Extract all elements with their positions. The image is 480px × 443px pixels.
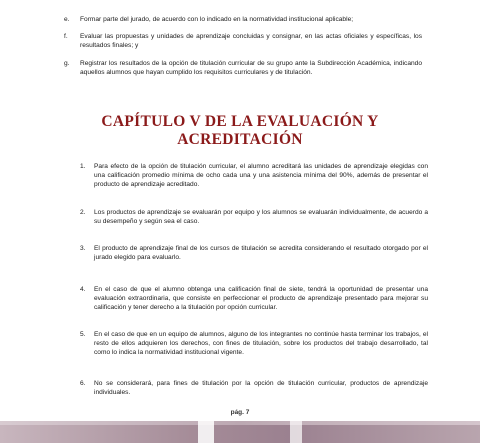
- list-marker: 2.: [80, 209, 86, 216]
- numbered-item-5: [80, 330, 428, 357]
- list-item-text: Registrar los resultados de la opción de titulación curricular de su grupo ante la Subdirección Académica, indicando aquellos alumnos que hayan cumplido los requisitos curriculares y de titulación.: [80, 60, 422, 76]
- list-marker: 4.: [80, 286, 86, 293]
- chapter-title: [60, 113, 420, 149]
- footer-band-notch: [198, 421, 214, 443]
- list-marker: 6.: [80, 380, 86, 387]
- list-item-text: En el caso de que el alumno obtenga una calificación final de siete, tendrá la oportunidad de presentar una evaluación extraordinaria, que consiste en perfeccionar el producto de aprendizaje presentado para mejorar su calificación y tener derecho a la titulación por opción curricular.: [94, 286, 428, 311]
- list-marker: 1.: [80, 163, 86, 170]
- numbered-item-1: [80, 162, 428, 189]
- numbered-item-6: [80, 379, 428, 397]
- list-item-text: Para efecto de la opción de titulación curricular, el alumno acreditará las unidades de aprendizaje elegidas con una calificación promedio mínima de ocho cada una y una asistencia mínima del 90%, además de presentar el producto de aprendizaje acreditado.: [94, 163, 428, 188]
- chapter-title-line1: CAPÍTULO V DE LA EVALUACIÓN Y: [101, 113, 379, 130]
- list-marker: e.: [64, 16, 70, 23]
- chapter-title-line2: ACREDITACIÓN: [177, 131, 303, 148]
- numbered-item-4: [80, 285, 428, 312]
- footer-decorative-band: [0, 421, 480, 443]
- list-item-text: Formar parte del jurado, de acuerdo con lo indicado en la normatividad institucional aplicable;: [80, 16, 354, 23]
- list-marker: 3.: [80, 245, 86, 252]
- list-item-text: El producto de aprendizaje final de los cursos de titulación se acredita considerando el resultado otorgado por el jurado elegido para evaluarlo.: [94, 245, 428, 261]
- list-marker: g.: [64, 60, 70, 67]
- list-marker: f.: [64, 33, 68, 40]
- list-item-text: En el caso de que en un equipo de alumnos, alguno de los integrantes no continúe hasta terminar los trabajos, el resto de ellos adquieren los derechos, con fines de titulación, sobre los productos del trabajo desarrollado, tal como lo indica la normatividad institucional vigente.: [94, 331, 428, 356]
- list-item-text: Los productos de aprendizaje se evaluarán por equipo y los alumnos se evaluarán individualmente, de acuerdo a su desempeño y según sea el caso.: [94, 209, 428, 225]
- list-marker: 5.: [80, 331, 86, 338]
- list-item-text: Evaluar las propuestas y unidades de aprendizaje concluidas y consignar, en las actas oficiales y específicas, los resultados finales; y: [80, 33, 422, 49]
- numbered-item-3: [80, 244, 428, 262]
- numbered-item-2: [80, 208, 428, 226]
- list-item-f: [64, 32, 422, 50]
- footer-band-notch: [290, 421, 302, 443]
- page-number: pág. 7: [230, 409, 250, 416]
- list-item-e: [64, 15, 422, 24]
- list-item-g: [64, 59, 422, 77]
- footer-band-highlight: [0, 421, 480, 425]
- list-item-text: No se considerará, para fines de titulación por la opción de titulación curricular, productos de aprendizaje individuales.: [94, 380, 428, 396]
